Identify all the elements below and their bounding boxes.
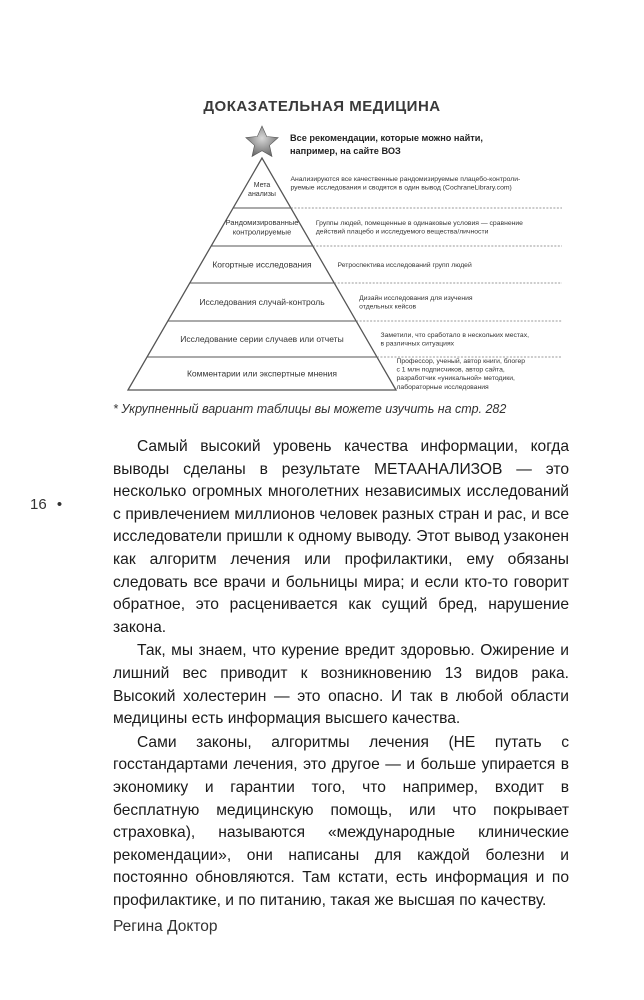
pyramid-level-description: руемые исследования и сводятся в один вывод (CochraneLibrary.com) [290, 184, 512, 192]
figure-title: ДОКАЗАТЕЛЬНАЯ МЕДИЦИНА [203, 98, 441, 115]
pyramid-level-description: Заметили, что сработало в нескольких местах, [380, 332, 529, 340]
figure-footnote: * Укрупненный вариант таблицы вы можете изучить на стр. 282 [113, 402, 507, 416]
paragraph: Сами законы, алгоритмы лечения (НЕ путать с госстандартами лечения, это другое — и больше упирается в экономику и гарантии того, что например, входит в бесплатную медицинскую помощь, или что покрывает страховка), называются «международные клинические рекомендации», они написаны для каждой болезни и постоянно обновляются. Там кстати, есть информация и по профилактике, и по питанию, такая же высшая по качеству. [113, 733, 569, 909]
pyramid-level-description: Группы людей, помещенные в одинаковые условия — сравнение [315, 220, 523, 228]
paragraph: Так, мы знаем, что курение вредит здоровью. Ожирение и лишний вес приводит к возникновению 13 видов рака. Высокий холестерин — это опасно. И так в любой области медицины есть информация высшего качества. [113, 642, 569, 728]
pyramid-level-description: Дизайн исследования для изучения [359, 295, 473, 303]
body-text [113, 436, 569, 912]
pyramid-level-description: Анализируются все качественные рандомизируемые плацебо-контроли- [290, 176, 521, 184]
paragraph: Самый высокий уровень качества информации, когда выводы сделаны в результате МЕТААНАЛИЗОВ — это несколько огромных многолетних независимых исследований с привлечением миллионов человек разных стран и рас, и все исследователи пришли к одному выводу. Этот вывод узаконен как алгоритм лечения или профилактики, ему обязаны следовать все врачи и больницы мира; и если кто-то говорит обратное, это расценивается как сущий бред, нарушение закона. [113, 438, 569, 636]
pyramid-level-description: в различных ситуациях [380, 340, 455, 348]
running-footer-author: Регина Доктор [113, 918, 218, 935]
page-number-value: 16 [30, 496, 47, 513]
page-bullet: • [56, 496, 63, 513]
evidence-pyramid [0, 0, 644, 400]
pyramid-level-description: Ретроспектива исследований групп людей [337, 261, 472, 269]
pyramid-level-label: Когортные исследования [212, 259, 312, 270]
pyramid-level-description: лабораторные исследования [396, 383, 489, 391]
pyramid-level-label: Мета [253, 181, 271, 189]
pyramid-level-label: анализы [248, 190, 276, 198]
pyramid-level-description: отдельных кейсов [359, 303, 417, 311]
pyramid-top-note: например, на сайте ВОЗ [290, 146, 401, 156]
page-number [30, 496, 62, 513]
pyramid-level-description: разработчик «уникальной» методики, [396, 375, 515, 383]
pyramid-star-icon [246, 126, 278, 157]
pyramid-level-description: с 1 млн подписчиков, автор сайта, [396, 366, 505, 374]
pyramid-level-description: действий плацебо и исследуемого вещества/личности [315, 228, 489, 236]
pyramid-level-label: Комментарии или экспертные мнения [186, 368, 338, 379]
pyramid-level-description: Профессор, ученый, автор книги, блогер [396, 357, 526, 365]
pyramid-level-label: контролируемые [232, 227, 292, 237]
pyramid-level-label: Исследования случай-контроль [199, 296, 325, 307]
pyramid-top-note: Все рекомендации, которые можно найти, [290, 133, 483, 143]
pyramid-level-label: Рандомизированные [225, 217, 299, 227]
pyramid-level-label: Исследование серии случаев или отчеты [180, 333, 344, 344]
